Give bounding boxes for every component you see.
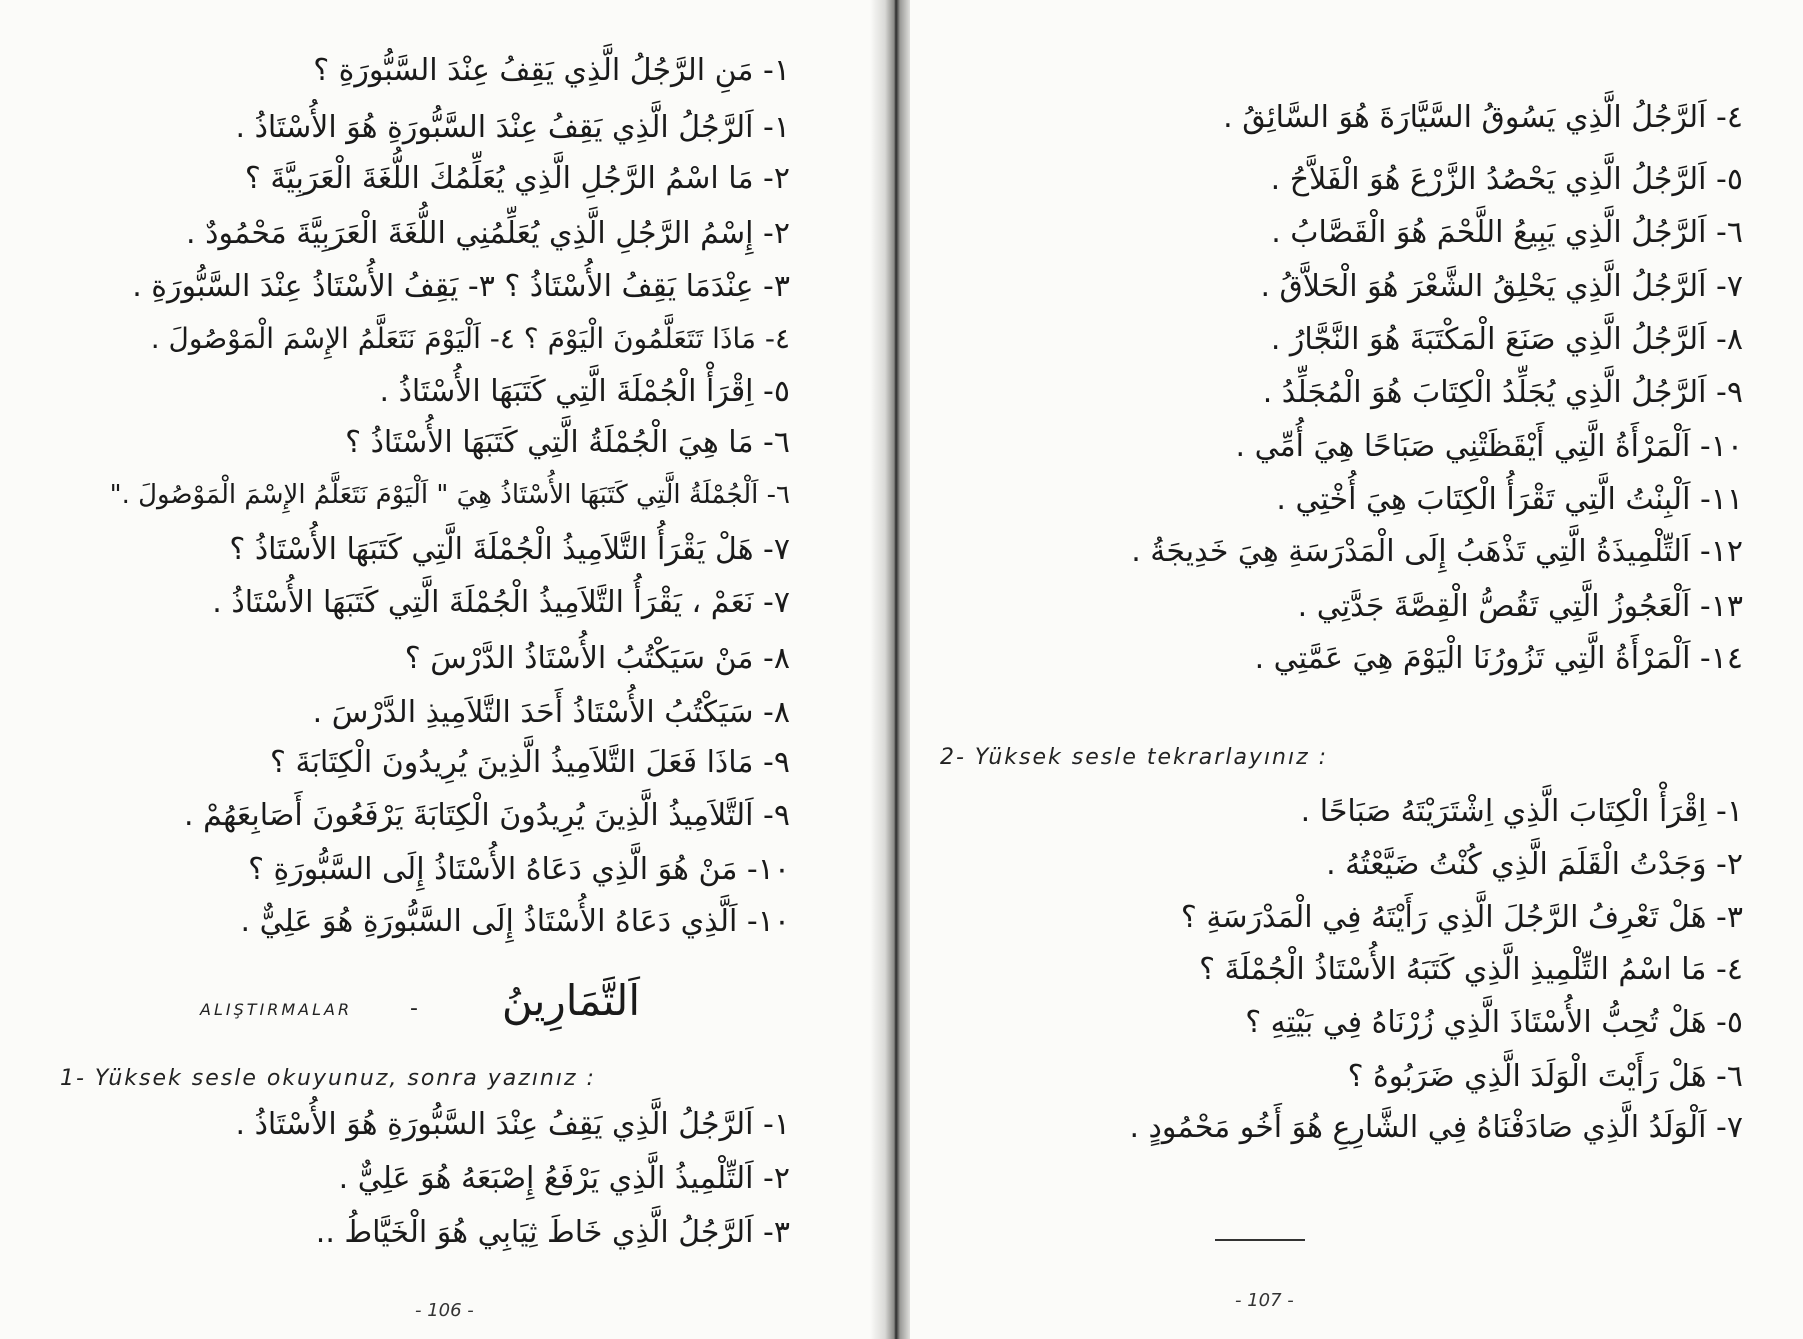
left-line-10: ٧- هَلْ يَقْرَأُ التَّلاَمِيذُ الْجُمْلَةَ الَّتِي كَتَبَهَا الأُسْتَاذُ ؟ [229,532,790,567]
exercises-heading-ar: اَلتَّمَارِينُ [501,976,640,1025]
left-line-16: ١٠- مَنْ هُوَ الَّذِي دَعَاهُ الأُسْتَاذُ إِلَى السَّبُّورَةِ ؟ [248,852,790,887]
left-line-7: ٥- اِقْرَأْ الْجُمْلَةَ الَّتِي كَتَبَهَا الأُسْتَاذُ . [379,374,790,409]
exercise-2-line-4: ٤- مَا اسْمُ التِّلْمِيذِ الَّذِي كَتَبَهُ الأُسْتَاذُ الْجُمْلَةَ ؟ [1199,952,1743,987]
exercise-2-line-1: ١- اِقْرَأْ الْكِتَابَ الَّذِي اِشْتَرَيْتَهُ صَبَاحًا . [1300,794,1743,829]
right-line-9: ٩- اَلرَّجُلُ الَّذِي يُجَلِّدُ الْكِتَابَ هُوَ الْمُجَلِّدُ . [1262,375,1743,410]
right-line-6: ٦- اَلرَّجُلُ الَّذِي يَبِيعُ اللَّحْمَ هُوَ الْقَصَّابُ . [1271,215,1743,250]
exercise-2-line-3: ٣- هَلْ تَعْرِفُ الرَّجُلَ الَّذِي رَأَيْتَهُ فِي الْمَدْرَسَةِ ؟ [1180,900,1743,935]
exercises-heading-separator: - [410,996,420,1021]
left-line-6: ٤- مَاذَا تَتَعَلَّمُونَ الْيَوْمَ ؟ ٤- اَلْيَوْمَ نَتَعَلَّمُ الإِسْمَ الْمَوْصُولَ . [150,322,790,355]
exercise-2-title: 2- Yüksek sesle tekrarlayınız : [940,745,1329,770]
right-line-7: ٧- اَلرَّجُلُ الَّذِي يَحْلِقُ الشَّعْرَ هُوَ الْحَلاَّقُ . [1260,269,1743,304]
page-number-right: - 107 - [1235,1290,1294,1311]
right-line-13: ١٣- اَلْعَجُوزُ الَّتِي تَقُصُّ الْقِصَّةَ جَدَّتِي . [1297,589,1743,624]
exercise-1-title: 1- Yüksek sesle okuyunuz, sonra yazınız : [60,1066,596,1091]
right-line-4: ٤- اَلرَّجُلُ الَّذِي يَسُوقُ السَّيَّارَةَ هُوَ السَّائِقُ . [1223,100,1743,135]
left-line-4: ٢- إِسْمُ الرَّجُلِ الَّذِي يُعَلِّمُنِي اللُّغَةَ الْعَرَبِيَّةَ مَحْمُودٌ . [186,216,790,251]
left-line-8: ٦- مَا هِيَ الْجُمْلَةُ الَّتِي كَتَبَهَا الأُسْتَاذُ ؟ [345,425,790,460]
exercise-1-line-2: ٢- اَلتِّلْمِيذُ الَّذِي يَرْفَعُ إِصْبَعَهُ هُوَ عَلِيٌّ . [338,1161,790,1196]
right-line-12: ١٢- اَلتِّلْمِيذَةُ الَّتِي تَذْهَبُ إِلَى الْمَدْرَسَةِ هِيَ خَدِيجَةُ . [1131,534,1743,569]
left-line-2: ١- اَلرَّجُلُ الَّذِي يَقِفُ عِنْدَ السَّبُّورَةِ هُوَ الأُسْتَاذُ . [235,110,790,145]
exercises-heading-tr: ALIŞTIRMALAR [200,1000,353,1019]
right-line-11: ١١- اَلْبِنْتُ الَّتِي تَقْرَأُ الْكِتَابَ هِيَ أُخْتِي . [1276,482,1743,517]
left-line-11: ٧- نَعَمْ ، يَقْرَأُ التَّلاَمِيذُ الْجُمْلَةَ الَّتِي كَتَبَهَا الأُسْتَاذُ . [212,585,790,620]
left-line-3: ٢- مَا اسْمُ الرَّجُلِ الَّذِي يُعَلِّمُكَ اللُّغَةَ الْعَرَبِيَّةَ ؟ [244,161,790,196]
exercise-2-line-7: ٧- اَلْوَلَدُ الَّذِي صَادَفْنَاهُ فِي الشَّارِعِ هُوَ أَخُو مَحْمُودٍ . [1129,1110,1743,1145]
exercise-2-line-5: ٥- هَلْ تُحِبُّ الأُسْتَاذَ الَّذِي زُرْنَاهُ فِي بَيْتِهِ ؟ [1245,1005,1743,1040]
left-line-15: ٩- اَلتَّلاَمِيذُ الَّذِينَ يُرِيدُونَ الْكِتَابَةَ يَرْفَعُونَ أَصَابِعَهُمْ . [184,798,790,833]
right-line-5: ٥- اَلرَّجُلُ الَّذِي يَحْصُدُ الزَّرْعَ هُوَ الْفَلاَّحُ . [1270,162,1743,197]
left-line-17: ١٠- اَلَّذِي دَعَاهُ الأُسْتَاذُ إِلَى السَّبُّورَةِ هُوَ عَلِيٌّ . [240,904,790,939]
right-line-10: ١٠- اَلْمَرْأَةُ الَّتِي أَيْقَظَتْنِي صَبَاحًا هِيَ أُمِّي . [1235,429,1743,464]
right-page [910,0,1803,1339]
left-line-12: ٨- مَنْ سَيَكْتُبُ الأُسْتَاذُ الدَّرْسَ ؟ [404,641,790,676]
exercise-1-line-3: ٣- اَلرَّجُلُ الَّذِي خَاطَ ثِيَابِي هُوَ الْخَيَّاطُ .. [315,1215,790,1250]
left-line-1: ١- مَنِ الرَّجُلُ الَّذِي يَقِفُ عِنْدَ السَّبُّورَةِ ؟ [313,53,790,88]
exercise-1-line-1: ١- اَلرَّجُلُ الَّذِي يَقِفُ عِنْدَ السَّبُّورَةِ هُوَ الأُسْتَاذُ . [235,1107,790,1142]
left-line-5: ٣- عِنْدَمَا يَقِفُ الأُسْتَاذُ ؟ ٣- يَقِفُ الأُسْتَاذُ عِنْدَ السَّبُّورَةِ . [132,269,790,304]
right-line-14: ١٤- اَلْمَرْأَةُ الَّتِي تَزُورُنَا الْيَوْمَ هِيَ عَمَّتِي . [1254,641,1743,676]
page-number-left: - 106 - [415,1300,474,1321]
exercise-2-line-2: ٢- وَجَدْتُ الْقَلَمَ الَّذِي كُنْتُ ضَيَّعْتُهُ . [1326,847,1743,882]
end-rule [1215,1239,1305,1241]
left-line-13: ٨- سَيَكْتُبُ الأُسْتَاذُ أَحَدَ التَّلاَمِيذِ الدَّرْسَ . [312,695,790,730]
right-line-8: ٨- اَلرَّجُلُ الَّذِي صَنَعَ الْمَكْتَبَةَ هُوَ النَّجَّارُ . [1270,322,1743,357]
exercise-2-line-6: ٦- هَلْ رَأَيْتَ الْوَلَدَ الَّذِي ضَرَبُوهُ ؟ [1347,1059,1743,1094]
left-line-9: ٦- اَلْجُمْلَةُ الَّتِي كَتَبَهَا الأُسْتَاذُ هِيَ " اَلْيَوْمَ نَتَعَلَّمُ الإِسْمَ الْمَوْصُولَ ." [109,480,790,510]
left-page [0,0,880,1339]
left-line-14: ٩- مَاذَا فَعَلَ التَّلاَمِيذُ الَّذِينَ يُرِيدُونَ الْكِتَابَةَ ؟ [270,745,790,780]
